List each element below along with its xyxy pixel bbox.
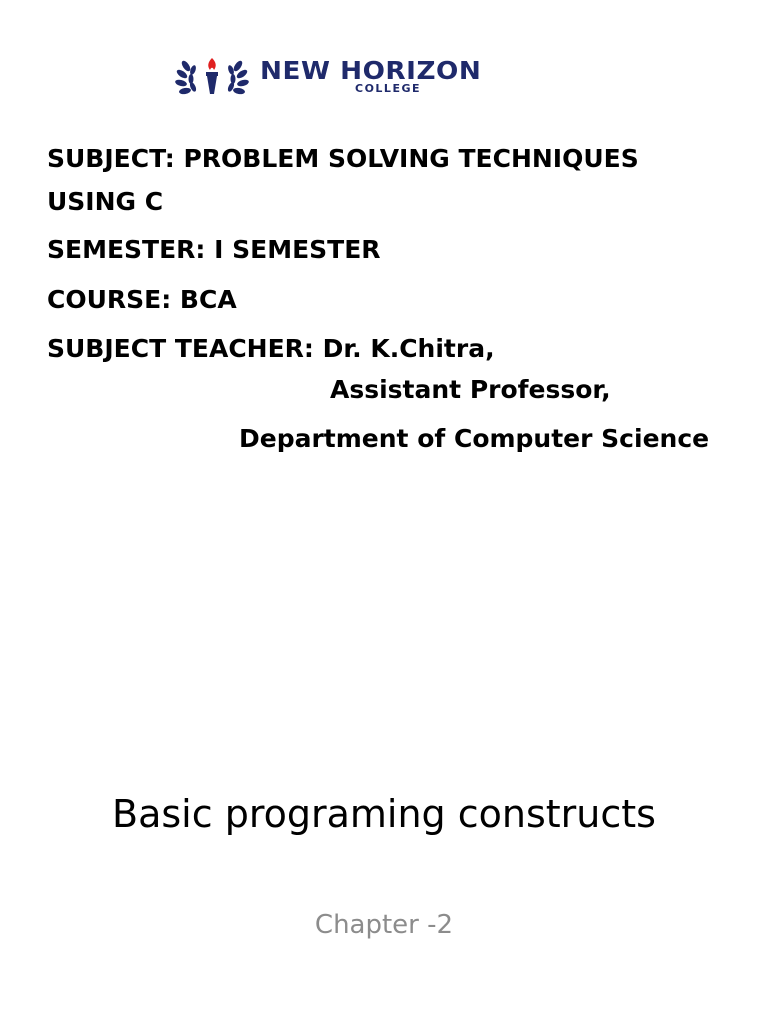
semester-line: SEMESTER: I SEMESTER — [47, 235, 381, 264]
slide-subtitle: Chapter -2 — [314, 910, 454, 940]
college-name: NEW HORIZON — [260, 56, 482, 85]
course-line: COURSE: BCA — [47, 285, 237, 314]
subject-line-1: SUBJECT: PROBLEM SOLVING TECHNIQUES — [47, 144, 639, 173]
department-line: Department of Computer Science — [239, 424, 710, 453]
college-subtitle: COLLEGE — [355, 82, 421, 95]
college-logo — [172, 56, 572, 100]
designation-line: Assistant Professor, — [330, 375, 611, 404]
teacher-line: SUBJECT TEACHER: Dr. K.Chitra, — [47, 334, 495, 363]
slide-title: Basic programing constructs — [112, 792, 656, 836]
subject-line-2: USING C — [47, 187, 164, 216]
torch-laurel-icon — [172, 56, 252, 100]
